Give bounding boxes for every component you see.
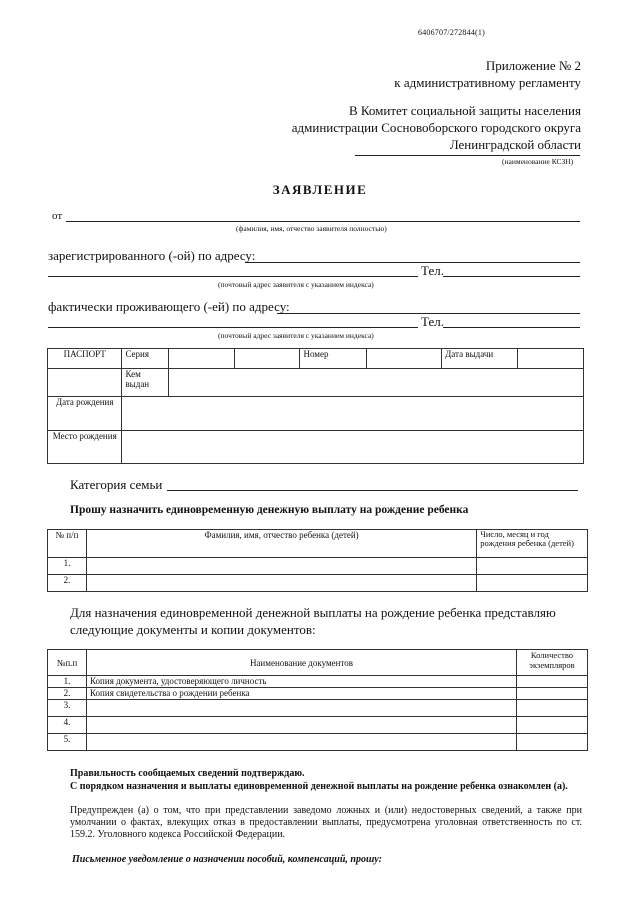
from-caption: (фамилия, имя, отчество заявителя полностью) bbox=[236, 224, 387, 233]
docs-row-count[interactable] bbox=[517, 688, 588, 700]
from-field[interactable] bbox=[66, 221, 580, 222]
actual-address-field-2[interactable] bbox=[48, 327, 418, 328]
notice-text: Письменное уведомление о назначении пособий, компенсаций, прошу: bbox=[72, 854, 382, 865]
docs-row-name: Копия документа, удостоверяющего личность bbox=[87, 676, 517, 688]
request-text: Прошу назначить единовременную денежную выплату на рождение ребенка bbox=[70, 504, 469, 516]
docs-intro: Для назначения единовременной денежной выплаты на рождение ребенка представляю следующие документы и копии документов: bbox=[70, 605, 556, 637]
annex-line-1: Приложение № 2 bbox=[485, 58, 581, 73]
warned-text: Предупрежден (а) о том, что при представлении заведомо ложных и (или) недостоверных сведений, а также при умолчании о фактах, влекущих отказ в предоставлении выплаты, предусмотрена уголовная ответственность по ст. 159.2. Уголовного кодекса Российской Федерации. bbox=[70, 805, 582, 840]
registered-phone-field[interactable] bbox=[443, 276, 580, 277]
children-table bbox=[47, 529, 588, 592]
children-row-birth[interactable] bbox=[477, 558, 588, 575]
children-col-name: Фамилия, имя, отчество ребенка (детей) bbox=[86, 530, 476, 558]
addressee-line-2: администрации Сосновоборского городского округа bbox=[291, 120, 581, 135]
informed-text: С порядком назначения и выплаты единовременной денежной выплаты на рождение ребенка ознакомлен (а). bbox=[70, 781, 568, 792]
docs-row-number: 5. bbox=[48, 734, 87, 751]
passport-issued-by-label: Кем выдан bbox=[122, 369, 169, 397]
children-row-name[interactable] bbox=[86, 558, 476, 575]
passport-blank bbox=[48, 369, 122, 397]
confirm-text: Правильность сообщаемых сведений подтверждаю. bbox=[70, 768, 305, 779]
docs-row-name: Копия свидетельства о рождении ребенка bbox=[87, 688, 517, 700]
registered-label: зарегистрированного (-ой) по адресу: bbox=[48, 248, 256, 263]
passport-table bbox=[47, 348, 584, 464]
registered-address-field-2[interactable] bbox=[48, 276, 418, 277]
passport-number-value[interactable] bbox=[366, 349, 441, 369]
docs-col-count: Количество экземпляров bbox=[517, 650, 588, 676]
birth-date-value[interactable] bbox=[122, 397, 584, 431]
children-col-birth: Число, месяц и год рождения ребенка (детей) bbox=[477, 530, 588, 558]
passport-number-label: Номер bbox=[300, 349, 366, 369]
birth-place-label: Место рождения bbox=[48, 431, 122, 464]
family-category-label: Категория семьи bbox=[70, 477, 163, 492]
actual-caption: (почтовый адрес заявителя с указанием индекса) bbox=[218, 331, 374, 340]
docs-row-count[interactable] bbox=[517, 717, 588, 734]
actual-label: фактически проживающего (-ей) по адресу: bbox=[48, 299, 290, 314]
passport-issued-by-value[interactable] bbox=[169, 369, 584, 397]
passport-header: ПАСПОРТ bbox=[48, 349, 122, 369]
docs-row-count[interactable] bbox=[517, 676, 588, 688]
children-row-number: 2. bbox=[48, 575, 87, 592]
passport-issue-date-label: Дата выдачи bbox=[442, 349, 518, 369]
addressee-caption: (наименование КСЗН) bbox=[502, 157, 574, 166]
docs-table bbox=[47, 649, 588, 751]
docs-row-count[interactable] bbox=[517, 734, 588, 751]
registered-address-field-1[interactable] bbox=[245, 262, 580, 263]
docs-row-name[interactable] bbox=[87, 700, 517, 717]
annex-line-2: к административному регламенту bbox=[394, 75, 581, 90]
from-label: от bbox=[52, 210, 63, 222]
docs-row-number: 1. bbox=[48, 676, 87, 688]
docs-row-number: 2. bbox=[48, 688, 87, 700]
passport-issue-date-value[interactable] bbox=[518, 349, 584, 369]
family-category-field[interactable] bbox=[167, 490, 578, 491]
registered-phone-label: Тел. bbox=[421, 263, 444, 278]
children-row-name[interactable] bbox=[86, 575, 476, 592]
birth-date-label: Дата рождения bbox=[48, 397, 122, 431]
passport-series-label: Серия bbox=[122, 349, 169, 369]
passport-series-value[interactable] bbox=[169, 349, 235, 369]
children-row-birth[interactable] bbox=[477, 575, 588, 592]
addressee-line-3: Ленинградской области bbox=[449, 137, 581, 152]
children-col-number: № п/п bbox=[48, 530, 87, 558]
docs-row-number: 3. bbox=[48, 700, 87, 717]
birth-place-value[interactable] bbox=[122, 431, 584, 464]
actual-phone-field[interactable] bbox=[443, 327, 580, 328]
addressee-block bbox=[292, 102, 581, 153]
document-id: 6406707/272844(1) bbox=[418, 28, 485, 37]
docs-row-name[interactable] bbox=[87, 717, 517, 734]
docs-col-number: №п.п bbox=[48, 650, 87, 676]
docs-row-number: 4. bbox=[48, 717, 87, 734]
passport-spacer bbox=[234, 349, 300, 369]
registered-caption: (почтовый адрес заявителя с указанием индекса) bbox=[218, 280, 374, 289]
docs-col-name: Наименование документов bbox=[87, 650, 517, 676]
addressee-underline bbox=[355, 155, 580, 156]
page-title: ЗАЯВЛЕНИЕ bbox=[272, 182, 368, 197]
addressee-line-1: В Комитет социальной защиты населения bbox=[348, 103, 581, 118]
docs-row-name[interactable] bbox=[87, 734, 517, 751]
actual-phone-label: Тел. bbox=[421, 314, 444, 329]
annex-header bbox=[394, 57, 581, 91]
docs-row-count[interactable] bbox=[517, 700, 588, 717]
children-row-number: 1. bbox=[48, 558, 87, 575]
